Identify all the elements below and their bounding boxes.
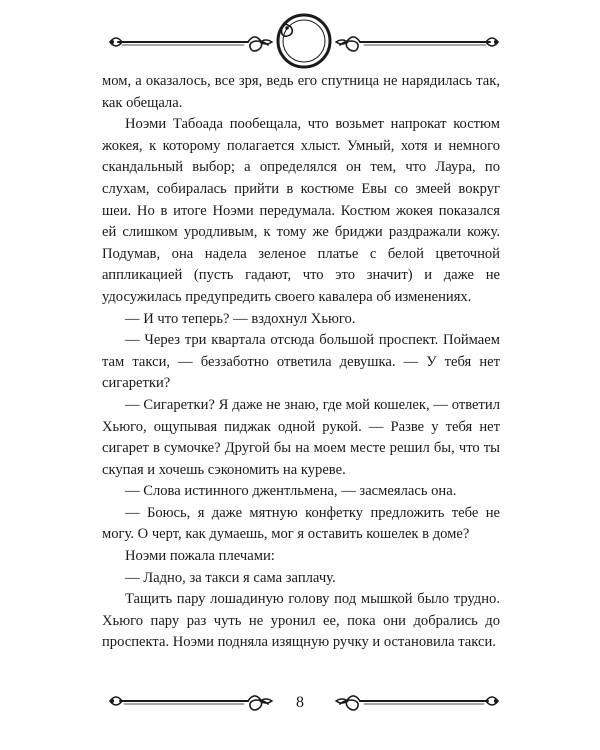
paragraph: Ноэми Табоада пообещала, что возьмет напрокат костюм жокея, к которому полагается хлыст. Умный, хотя и немного скандальный выбор; а определялся он тем, что Лаура, по слухам, собиралась прийти в костюме Евы со змеей вокруг шеи. Но в итоге Ноэми передумала. Костюм жокея показался ей слишком уродливым, к тому же бриджи раздражали кожу. Подумав, она надела зеленое платье с белой цветочной аппликацией (пусть гадают, что это значит) и даже не удосужилась предупредить своего кавалера об изменениях. bbox=[102, 116, 500, 305]
paragraph: Ноэми пожала плечами: bbox=[125, 548, 275, 565]
paragraph: — И что теперь? — вздохнул Хьюго. bbox=[125, 310, 356, 327]
ouroboros-ornament-icon bbox=[108, 10, 500, 74]
paragraph: мом, а оказалось, все зря, ведь его спутница не нарядилась так, как обещала. bbox=[102, 73, 500, 111]
paragraph: — Боюсь, я даже мятную конфетку предложить тебе не могу. О черт, как думаешь, мог я оставить кошелек в доме? bbox=[102, 504, 500, 543]
paragraph: — Ладно, за такси я сама заплачу. bbox=[125, 569, 336, 586]
body-text bbox=[102, 71, 500, 654]
page-number: 8 bbox=[296, 694, 304, 711]
paragraph: — Слова истинного джентльмена, — засмеялась она. bbox=[125, 483, 457, 500]
paragraph: — Сигаретки? Я даже не знаю, где мой кошелек, — ответил Хьюго, ощупывая пиджак одной рукой. — Разве у тебя нет сигарет в сумочке? Другой бы на моем месте решил бы, что ты скупая и хочешь сэкономить на куреве. bbox=[102, 396, 500, 478]
paragraph: Тащить пару лошадиную голову под мышкой было трудно. Хьюго пару раз чуть не уронил ее, пока они добрались до проспекта. Ноэми подняла изящную ручку и остановила такси. bbox=[102, 591, 500, 651]
paragraph: — Через три квартала отсюда большой проспект. Поймаем там такси, — беззаботно ответила девушка. — У тебя нет сигаретки? bbox=[102, 332, 500, 392]
